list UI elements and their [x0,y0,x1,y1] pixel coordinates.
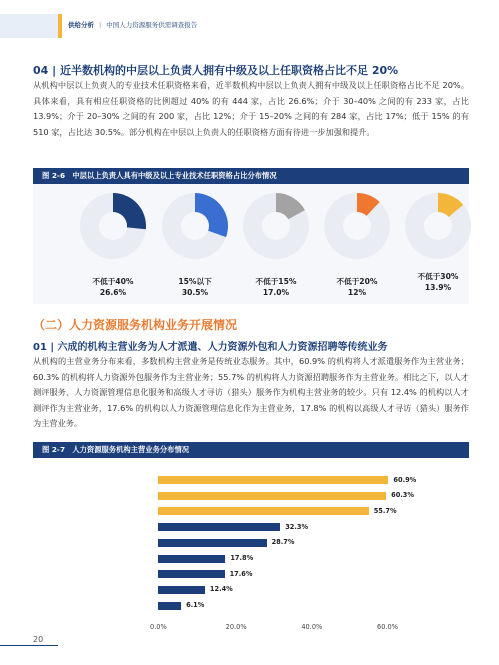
section-heading-2: （二）人力资源服务机构业务开展情况 [33,318,238,332]
x-tick-label: 40.0% [301,623,323,632]
bar [158,586,205,594]
figure-2-6-title: 图 2-6 中层以上负责人具有中级及以上专业技术任职资格占比分布情况 [42,171,277,180]
pie-4-category: 不低于20% [336,277,378,286]
pie-2 [155,184,235,270]
header-divider: | [99,21,102,29]
figure-2-6-panel [33,184,469,304]
heading-04-number: 04 [33,64,49,77]
bar-value-label: 17.6% [229,569,253,578]
pie-2-label [155,276,235,298]
pie-5-value: 13.9% [424,283,452,292]
bar-value-label: 55.7% [373,506,397,515]
pie-3-hole [262,212,290,240]
bar-value-label: 60.3% [391,491,415,500]
header-accent [58,14,62,38]
heading-04-divider: | [52,64,57,77]
pie-4-label [317,276,397,298]
figure-2-7-title: 图 2-7 人力资源服务机构主营业务分布情况 [42,445,190,454]
paragraph-04: 从机构中层以上负责人的专业技术任职资格来看，近半数机构中层以上负责人拥有中级及以上任职资格占比不足 20%。具体来看，具有相应任职资格的比例超过 40% 的有 444 家，占比 26.6%；介于 30–40% 之间的有 233 家，占比 13.9%；介于 20–30% 之间的有 200 家，占比 12%；介于 15–20% 之间的有 284 家，占比 17%；低于 15% 的有 510 家，占比达 30.5%。部分机构在中层以上负责人的任职资格方面有待进一步加强和提升。 [33,80,469,137]
pie-3 [236,184,316,270]
pie-2-hole [181,212,209,240]
pie-4-value: 12% [347,288,367,297]
bar [158,539,267,547]
pie-1 [73,184,153,270]
bar [158,492,386,500]
pie-5-category: 不低于30% [417,272,459,281]
pie-3-category: 不低于15% [255,277,297,286]
pie-5-graphic [398,184,478,266]
heading-01 [33,338,388,353]
bar [158,507,369,515]
pie-3-label [236,276,316,298]
pie-4-hole [343,212,371,240]
running-header [68,20,197,29]
heading-04 [33,62,398,78]
pie-3-graphic [236,184,316,266]
header-report-title: 中国人力资源服务供需调查报告 [106,21,198,29]
figure-2-6-titlebar [33,168,469,184]
pie-3-value: 17.0% [262,288,290,297]
bar-value-label: 17.8% [230,554,254,562]
heading-04-text: 近半数机构的中层以上负责人拥有中级及以上任职资格占比不足 20% [60,64,399,77]
heading-01-text: 六成的机构主营业务为人才派遣、人力资源外包和人力资源招聘等传统业务 [57,342,388,353]
heading-01-divider: | [50,342,55,353]
footer-rule [0,645,58,646]
x-tick-label: 20.0% [225,623,247,632]
figure-2-7-titlebar [33,442,469,458]
pie-2-category: 15%以下 [178,277,212,286]
pie-4 [317,184,397,270]
bar-value-label: 12.4% [209,585,233,594]
pie-1-category: 不低于40% [92,277,134,286]
pie-2-value: 30.5% [181,288,209,297]
header-bar [0,0,499,38]
bar [158,476,388,484]
paragraph-01: 从机构的主营业务分布来看，多数机构主营业务是传统业态服务。其中，60.9% 的机构将人才派遣服务作为主营业务；60.3% 的机构将人力资源外包服务作为主营业务；55.7% 的机构将人力资源招聘服务作为主营业务。相比之下，以人才测评服务、人力资源管理信息化服务和高级人才寻访（猎头）服务作为机构主营业务的较少。只有 12.4% 的机构以人才测评作为主营业务，17.6% 的机构以人力资源管理信息化作为主营业务，17.8% 的机构以高级人才寻访（猎头）服务作为主营业务。 [33,356,469,428]
pie-1-value: 26.6% [99,288,127,297]
pie-4-graphic [317,184,397,266]
pie-2-graphic [155,184,235,266]
x-tick-label: 60.0% [377,623,398,632]
bar [158,523,280,531]
page-number: 20 [33,635,44,644]
header-section: 供给分析 [68,21,94,29]
pie-1-hole [99,212,127,240]
pie-5-label [398,271,478,293]
bar-value-label: 60.9% [393,475,417,484]
bar-value-label: 28.7% [271,538,295,547]
heading-01-number: 01 [33,342,47,353]
x-tick-label: 0.0% [150,623,167,632]
bar-value-label: 6.1% [186,601,205,610]
bar [158,602,181,610]
bar [158,555,225,563]
pie-5-hole [424,212,452,240]
bar-value-label: 32.3% [285,522,309,531]
pie-5 [398,184,478,270]
bar [158,570,225,578]
pie-1-graphic [73,184,153,266]
header-band [0,14,58,38]
pie-1-label [73,276,153,298]
